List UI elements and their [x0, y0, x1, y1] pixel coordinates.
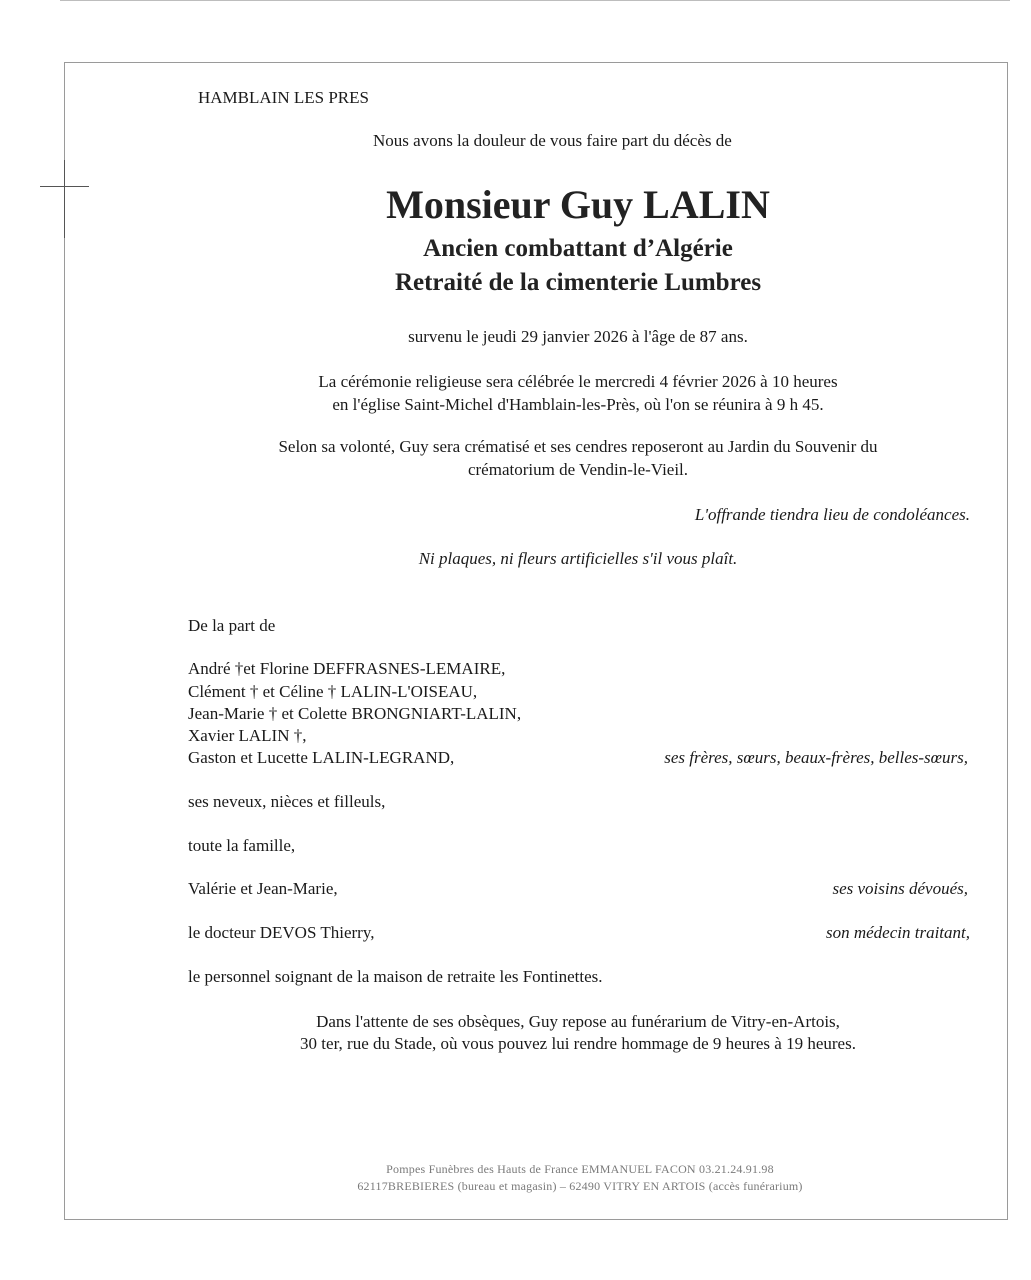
death-date-text: survenu le jeudi 29 janvier 2026 à l'âge de 87 ans. [408, 327, 748, 346]
town-name: HAMBLAIN LES PRES [198, 88, 369, 107]
deceased-subtitle-retired: Retraité de la cimenterie Lumbres [394, 269, 762, 296]
nephews-line: ses neveux, nièces et filleuls, [188, 792, 386, 811]
offering-note: L'offrande tiendra lieu de condoléances. [694, 505, 970, 524]
ceremony-line-1: La cérémonie religieuse sera célébrée le mercredi 4 février 2026 à 10 heures [318, 372, 838, 391]
wish-line-1: Selon sa volonté, Guy sera crématisé et ses cendres reposeront au Jardin du Souvenir du [278, 437, 878, 456]
sibling-line: Clément † et Céline † LALIN-L'OISEAU, [188, 682, 478, 701]
doctor-line: le docteur DEVOS Thierry, [188, 923, 375, 942]
rest-line-2: 30 ter, rue du Stade, où vous pouvez lui rendre hommage de 9 heures à 19 heures. [300, 1034, 856, 1053]
sibling-line: Xavier LALIN †, [188, 726, 307, 745]
whole-family-line: toute la famille, [188, 836, 296, 855]
funeral-home-footer-line-1: Pompes Funèbres des Hauts de France EMMANUEL FACON 03.21.24.91.98 [386, 1162, 774, 1176]
neighbors-relation: ses voisins dévoués, [832, 879, 968, 898]
neighbors-line: Valérie et Jean-Marie, [188, 879, 338, 898]
rest-line-1: Dans l'attente de ses obsèques, Guy repose au funérarium de Vitry-en-Artois, [316, 1012, 840, 1031]
ceremony-line-2: en l'église Saint-Michel d'Hamblain-les-Près, où l'on se réunira à 9 h 45. [332, 395, 824, 414]
intro-text: Nous avons la douleur de vous faire part du décès de [373, 131, 732, 150]
staff-line: le personnel soignant de la maison de retraite les Fontinettes. [188, 967, 603, 986]
top-edge-line [60, 0, 1010, 1]
from-label: De la part de [188, 616, 276, 635]
siblings-relation: ses frères, sœurs, beaux-frères, belles-sœurs, [664, 748, 968, 767]
sibling-line: André †et Florine DEFFRASNES-LEMAIRE, [188, 659, 506, 678]
doctor-relation: son médecin traitant, [825, 923, 970, 942]
deceased-name: Monsieur Guy LALIN [386, 182, 770, 227]
deceased-subtitle-veteran: Ancien combattant d’Algérie [423, 235, 733, 262]
wish-line-2: crématorium de Vendin-le-Vieil. [467, 460, 689, 479]
no-plaques-note: Ni plaques, ni fleurs artificielles s'il vous plaît. [418, 549, 738, 568]
sibling-line: Gaston et Lucette LALIN-LEGRAND, [188, 748, 455, 767]
funeral-home-footer-line-2: 62117BREBIERES (bureau et magasin) – 62490 VITRY EN ARTOIS (accès funérarium) [357, 1179, 803, 1193]
sibling-line: Jean-Marie † et Colette BRONGNIART-LALIN, [188, 704, 522, 723]
